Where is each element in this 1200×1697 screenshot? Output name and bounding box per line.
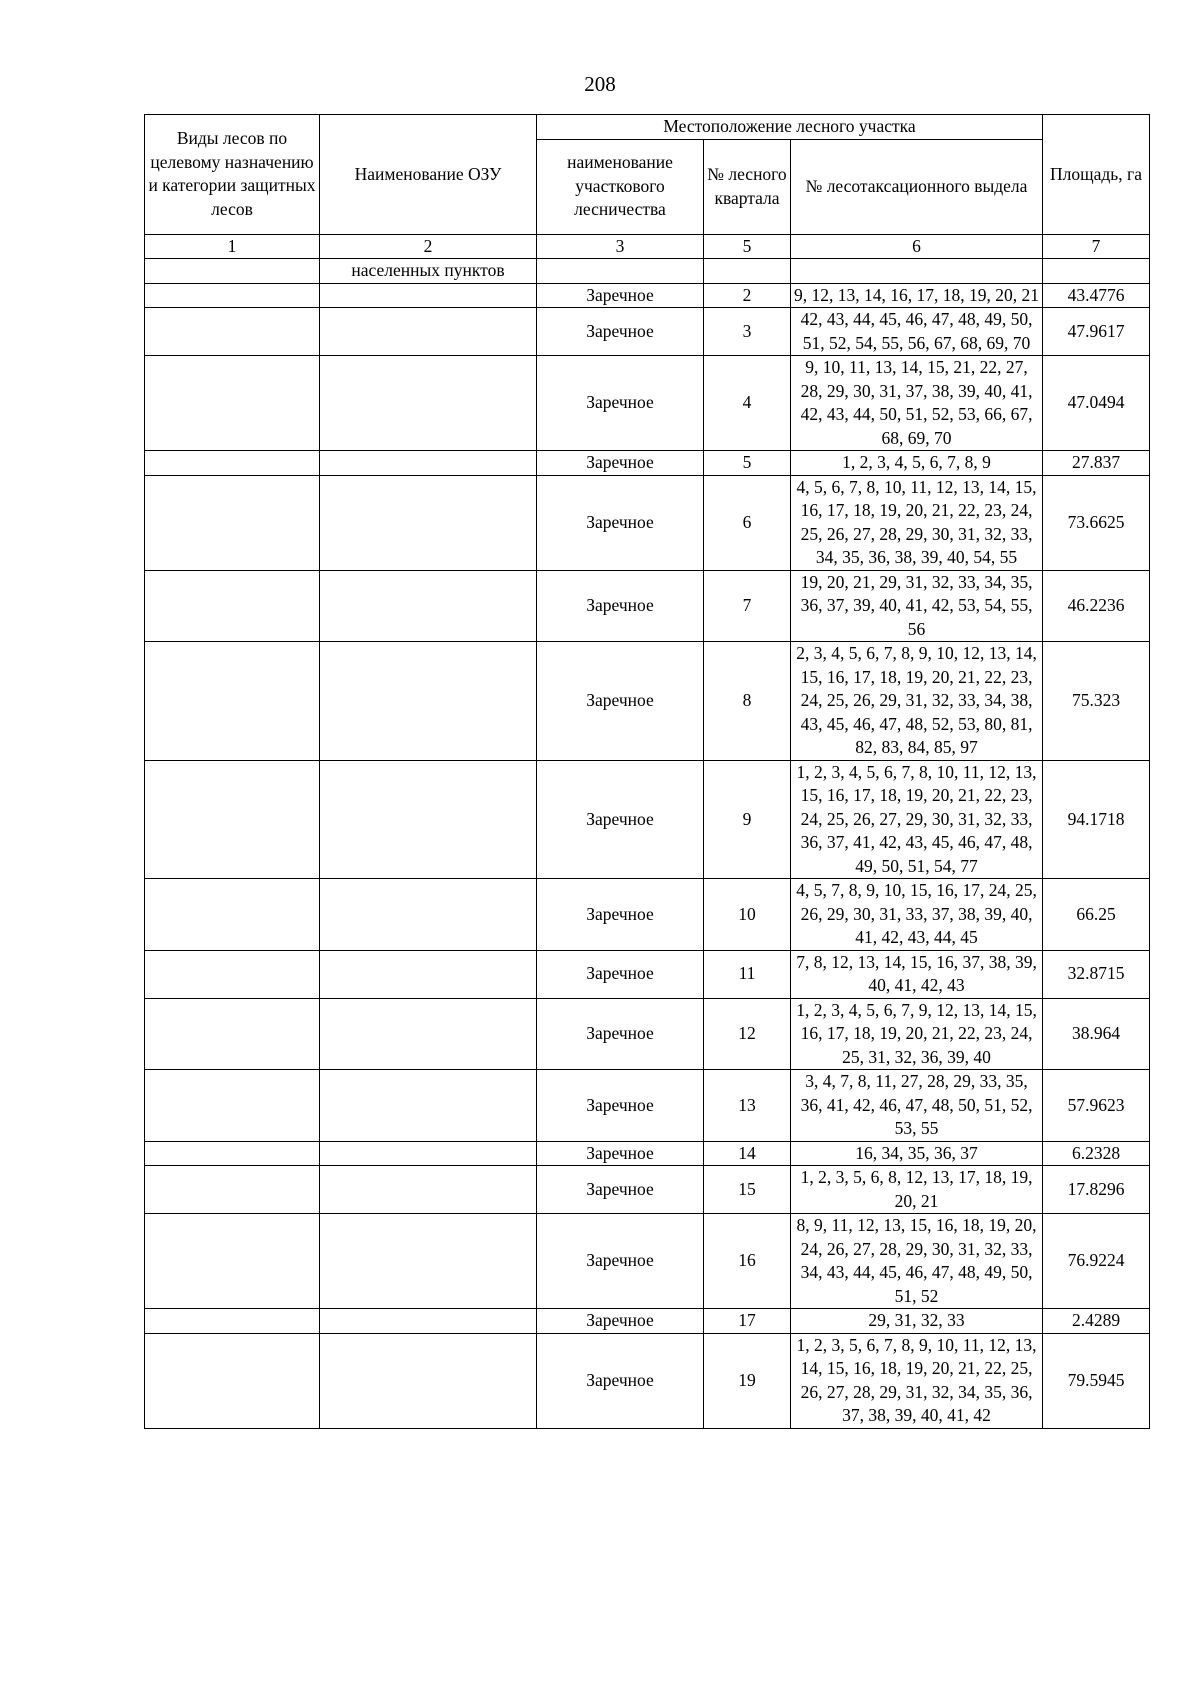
column-number: 3 [537, 234, 704, 259]
area-cell: 94.1718 [1043, 760, 1150, 879]
table-row [145, 760, 1150, 879]
kvartal-cell: 12 [704, 998, 791, 1070]
lesnichestvo-cell: Заречное [537, 1141, 704, 1166]
lesnichestvo-cell: Заречное [537, 642, 704, 761]
area-cell [1043, 259, 1150, 284]
table-row [145, 308, 1150, 356]
table-row [145, 1070, 1150, 1142]
lesnichestvo-cell: Заречное [537, 283, 704, 308]
lesnichestvo-cell: Заречное [537, 570, 704, 642]
kvartal-cell: 5 [704, 451, 791, 476]
table-row [145, 1166, 1150, 1214]
kvartal-cell: 2 [704, 283, 791, 308]
column-number: 1 [145, 234, 320, 259]
vydel-cell: 29, 31, 32, 33 [791, 1309, 1043, 1334]
table-row [145, 356, 1150, 451]
table-row [145, 998, 1150, 1070]
page-number: 208 [584, 72, 616, 96]
lesnichestvo-cell: Заречное [537, 950, 704, 998]
vydel-cell: 9, 10, 11, 13, 14, 15, 21, 22, 27, 28, 29, 30, 31, 37, 38, 39, 40, 41, 42, 43, 44, 50, 51, 52, 53, 66, 67, 68, 69, 70 [791, 356, 1043, 451]
forest-type-cell [145, 570, 320, 642]
kvartal-cell: 15 [704, 1166, 791, 1214]
table-row [145, 475, 1150, 570]
header-location-group: Местоположение лесного участка [537, 115, 1043, 140]
forest-type-cell [145, 1166, 320, 1214]
vydel-cell: 16, 34, 35, 36, 37 [791, 1141, 1043, 1166]
header-vydel: № лесотаксационного выдела [791, 139, 1043, 234]
area-cell: 32.8715 [1043, 950, 1150, 998]
vydel-cell: 1, 2, 3, 4, 5, 6, 7, 9, 12, 13, 14, 15, 16, 17, 18, 19, 20, 21, 22, 23, 24, 25, 31, 32, 36, 39, 40 [791, 998, 1043, 1070]
vydel-cell: 9, 12, 13, 14, 16, 17, 18, 19, 20, 21 [791, 283, 1043, 308]
lesnichestvo-cell: Заречное [537, 475, 704, 570]
kvartal-cell: 16 [704, 1214, 791, 1309]
column-number: 6 [791, 234, 1043, 259]
header-area: Площадь, га [1043, 115, 1150, 235]
table-row [145, 879, 1150, 951]
area-cell: 38.964 [1043, 998, 1150, 1070]
vydel-cell: 1, 2, 3, 4, 5, 6, 7, 8, 10, 11, 12, 13, 15, 16, 17, 18, 19, 20, 21, 22, 23, 24, 25, 26, 27, 29, 30, 31, 32, 33, 36, 37, 41, 42, 43, 45, 46, 47, 48, 49, 50, 51, 54, 77 [791, 760, 1043, 879]
kvartal-cell: 17 [704, 1309, 791, 1334]
ozu-name-cell [320, 570, 537, 642]
table-row [145, 283, 1150, 308]
header-lesnichestvo: наименование участкового лесничества [537, 139, 704, 234]
lesnichestvo-cell: Заречное [537, 1309, 704, 1334]
lesnichestvo-cell [537, 259, 704, 284]
area-cell: 43.4776 [1043, 283, 1150, 308]
column-number: 2 [320, 234, 537, 259]
header-ozu-name: Наименование ОЗУ [320, 115, 537, 235]
vydel-cell: 19, 20, 21, 29, 31, 32, 33, 34, 35, 36, 37, 39, 40, 41, 42, 53, 54, 55, 56 [791, 570, 1043, 642]
area-cell: 57.9623 [1043, 1070, 1150, 1142]
header-kvartal: № лесного квартала [704, 139, 791, 234]
kvartal-cell: 3 [704, 308, 791, 356]
ozu-name-cell [320, 283, 537, 308]
vydel-cell: 4, 5, 6, 7, 8, 10, 11, 12, 13, 14, 15, 16, 17, 18, 19, 20, 21, 22, 23, 24, 25, 26, 27, 28, 29, 30, 31, 32, 33, 34, 35, 36, 38, 39, 40, 54, 55 [791, 475, 1043, 570]
lesnichestvo-cell: Заречное [537, 760, 704, 879]
forest-type-cell [145, 1309, 320, 1334]
area-cell: 76.9224 [1043, 1214, 1150, 1309]
forest-type-cell [145, 356, 320, 451]
area-cell: 47.9617 [1043, 308, 1150, 356]
ozu-name-cell [320, 308, 537, 356]
ozu-name-cell [320, 1309, 537, 1334]
table-row [145, 570, 1150, 642]
area-cell: 66.25 [1043, 879, 1150, 951]
forest-type-cell [145, 642, 320, 761]
area-cell: 2.4289 [1043, 1309, 1150, 1334]
ozu-name-cell [320, 1214, 537, 1309]
forest-plots-table [144, 114, 1150, 1429]
table-row [145, 1141, 1150, 1166]
column-number: 7 [1043, 234, 1150, 259]
ozu-name-cell [320, 451, 537, 476]
lesnichestvo-cell: Заречное [537, 356, 704, 451]
forest-type-cell [145, 451, 320, 476]
lesnichestvo-cell: Заречное [537, 998, 704, 1070]
table-row [145, 1214, 1150, 1309]
vydel-cell [791, 259, 1043, 284]
ozu-name-cell: населенных пунктов [320, 259, 537, 284]
kvartal-cell [704, 259, 791, 284]
vydel-cell: 1, 2, 3, 4, 5, 6, 7, 8, 9 [791, 451, 1043, 476]
forest-type-cell [145, 879, 320, 951]
area-cell: 17.8296 [1043, 1166, 1150, 1214]
area-cell: 6.2328 [1043, 1141, 1150, 1166]
area-cell: 27.837 [1043, 451, 1150, 476]
forest-type-cell [145, 1141, 320, 1166]
kvartal-cell: 9 [704, 760, 791, 879]
kvartal-cell: 7 [704, 570, 791, 642]
ozu-name-cell [320, 1333, 537, 1428]
ozu-name-cell [320, 475, 537, 570]
forest-type-cell [145, 1214, 320, 1309]
vydel-cell: 7, 8, 12, 13, 14, 15, 16, 37, 38, 39, 40, 41, 42, 43 [791, 950, 1043, 998]
vydel-cell: 4, 5, 7, 8, 9, 10, 15, 16, 17, 24, 25, 26, 29, 30, 31, 33, 37, 38, 39, 40, 41, 42, 43, 44, 45 [791, 879, 1043, 951]
lesnichestvo-cell: Заречное [537, 1333, 704, 1428]
vydel-cell: 2, 3, 4, 5, 6, 7, 8, 9, 10, 12, 13, 14, 15, 16, 17, 18, 19, 20, 21, 22, 23, 24, 25, 26, 29, 31, 32, 33, 34, 38, 43, 45, 46, 47, 48, 52, 53, 80, 81, 82, 83, 84, 85, 97 [791, 642, 1043, 761]
ozu-name-cell [320, 760, 537, 879]
kvartal-cell: 14 [704, 1141, 791, 1166]
kvartal-cell: 6 [704, 475, 791, 570]
table-row [145, 1309, 1150, 1334]
vydel-cell: 42, 43, 44, 45, 46, 47, 48, 49, 50, 51, 52, 54, 55, 56, 67, 68, 69, 70 [791, 308, 1043, 356]
area-cell: 46.2236 [1043, 570, 1150, 642]
forest-type-cell [145, 1333, 320, 1428]
kvartal-cell: 10 [704, 879, 791, 951]
lesnichestvo-cell: Заречное [537, 451, 704, 476]
forest-type-cell [145, 998, 320, 1070]
kvartal-cell: 13 [704, 1070, 791, 1142]
area-cell: 79.5945 [1043, 1333, 1150, 1428]
ozu-name-cell [320, 642, 537, 761]
continuation-row [145, 259, 1150, 284]
area-cell: 75.323 [1043, 642, 1150, 761]
forest-type-cell [145, 283, 320, 308]
area-cell: 73.6625 [1043, 475, 1150, 570]
forest-type-cell [145, 950, 320, 998]
lesnichestvo-cell: Заречное [537, 879, 704, 951]
ozu-name-cell [320, 1166, 537, 1214]
lesnichestvo-cell: Заречное [537, 1214, 704, 1309]
vydel-cell: 3, 4, 7, 8, 11, 27, 28, 29, 33, 35, 36, 41, 42, 46, 47, 48, 50, 51, 52, 53, 55 [791, 1070, 1043, 1142]
kvartal-cell: 11 [704, 950, 791, 998]
lesnichestvo-cell: Заречное [537, 1070, 704, 1142]
table-row [145, 451, 1150, 476]
ozu-name-cell [320, 1141, 537, 1166]
table-row [145, 950, 1150, 998]
column-number: 5 [704, 234, 791, 259]
forest-type-cell [145, 1070, 320, 1142]
vydel-cell: 1, 2, 3, 5, 6, 8, 12, 13, 17, 18, 19, 20, 21 [791, 1166, 1043, 1214]
vydel-cell: 1, 2, 3, 5, 6, 7, 8, 9, 10, 11, 12, 13, 14, 15, 16, 18, 19, 20, 21, 22, 25, 26, 27, 28, 29, 31, 32, 34, 35, 36, 37, 38, 39, 40, 41, 42 [791, 1333, 1043, 1428]
header-forest-type: Виды лесов по целевому назначению и категории защитных лесов [145, 115, 320, 235]
vydel-cell: 8, 9, 11, 12, 13, 15, 16, 18, 19, 20, 24, 26, 27, 28, 29, 30, 31, 32, 33, 34, 43, 44, 45, 46, 47, 48, 49, 50, 51, 52 [791, 1214, 1043, 1309]
kvartal-cell: 4 [704, 356, 791, 451]
lesnichestvo-cell: Заречное [537, 1166, 704, 1214]
forest-type-cell [145, 259, 320, 284]
lesnichestvo-cell: Заречное [537, 308, 704, 356]
ozu-name-cell [320, 950, 537, 998]
table-row [145, 1333, 1150, 1428]
area-cell: 47.0494 [1043, 356, 1150, 451]
forest-type-cell [145, 475, 320, 570]
ozu-name-cell [320, 356, 537, 451]
forest-type-cell [145, 760, 320, 879]
kvartal-cell: 8 [704, 642, 791, 761]
kvartal-cell: 19 [704, 1333, 791, 1428]
ozu-name-cell [320, 998, 537, 1070]
ozu-name-cell [320, 879, 537, 951]
forest-type-cell [145, 308, 320, 356]
table-row [145, 642, 1150, 761]
ozu-name-cell [320, 1070, 537, 1142]
